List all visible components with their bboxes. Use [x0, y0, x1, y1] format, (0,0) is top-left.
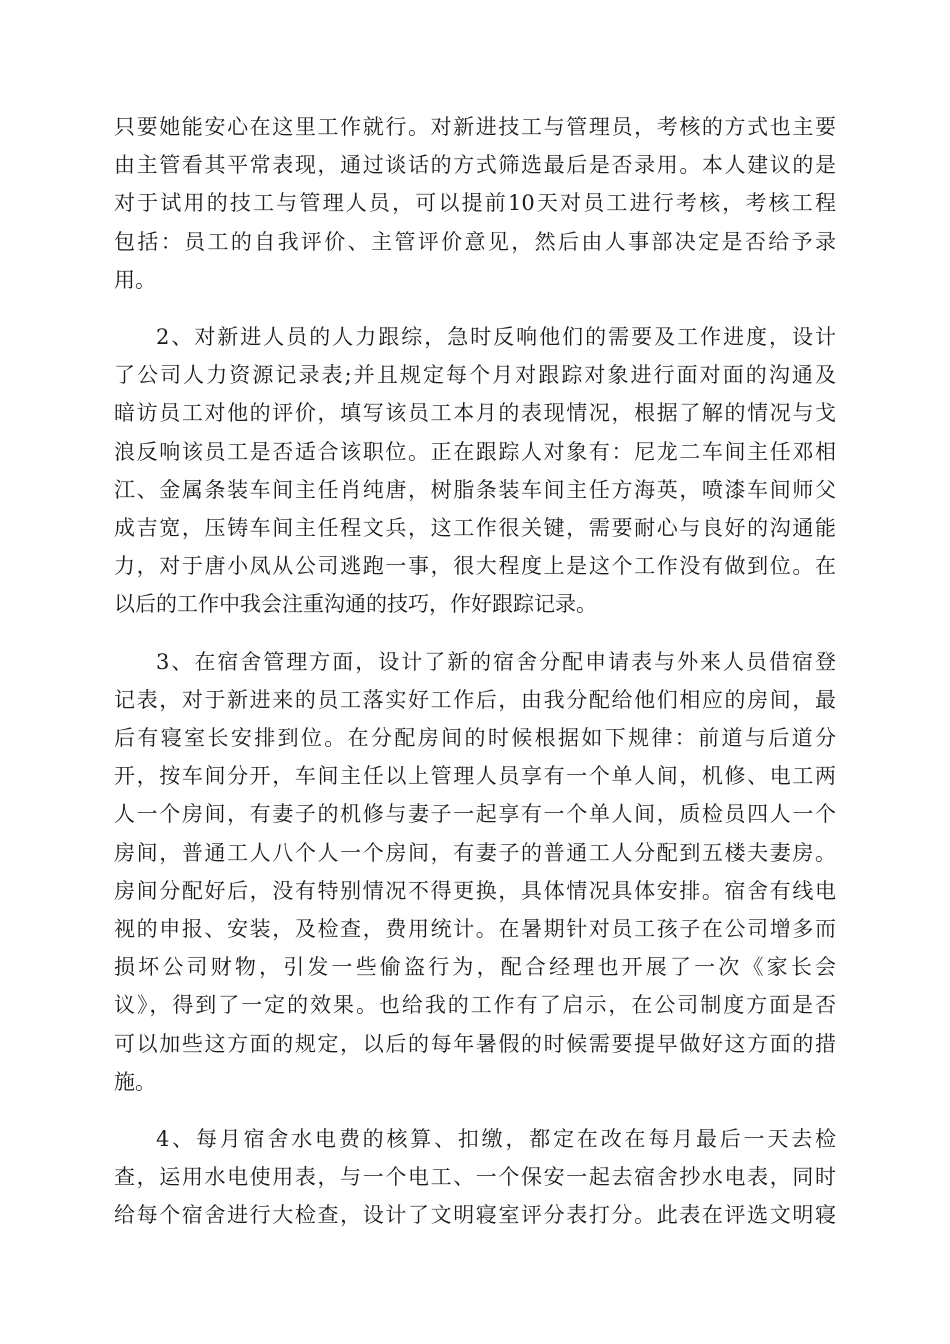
text-line: 后有寝室长安排到位。在分配房间的时候根据如下规律：前道与后道分 — [114, 726, 836, 751]
text-line: 由主管看其平常表现，通过谈话的方式筛选最后是否录用。本人建议的是 — [114, 153, 836, 178]
text-line: 浪反响该员工是否适合该职位。正在跟踪人对象有：尼龙二车间主任邓相 — [114, 439, 836, 464]
text-line: 力，对于唐小凤从公司逃跑一事，很大程度上是这个工作没有做到位。在 — [114, 554, 836, 579]
text-line: 房间，普通工人八个人一个房间，有妻子的普通工人分配到五楼夫妻房。 — [114, 840, 836, 865]
text-line: 给每个宿舍进行大检查，设计了文明寝室评分表打分。此表在评选文明寝 — [114, 1203, 836, 1228]
text-line: 查，运用水电使用表，与一个电工、一个保安一起去宿舍抄水电表，同时 — [114, 1165, 836, 1190]
text-line: 江、金属条装车间主任肖纯唐，树脂条装车间主任方海英，喷漆车间师父 — [114, 477, 836, 502]
text-line: 2、对新进人员的人力跟综，急时反响他们的需要及工作进度，设计 — [156, 325, 836, 350]
text-line: 以后的工作中我会注重沟通的技巧，作好跟踪记录。 — [114, 592, 597, 617]
text-line: 可以加些这方面的规定，以后的每年暑假的时候需要提早做好这方面的措 — [114, 1031, 836, 1056]
text-line: 用。 — [114, 267, 156, 292]
text-line: 包括：员工的自我评价、主管评价意见，然后由人事部决定是否给予录 — [114, 229, 836, 254]
text-line: 只要她能安心在这里工作就行。对新进技工与管理员，考核的方式也主要 — [114, 115, 836, 139]
text-line: 暗访员工对他的评价，填写该员工本月的表现情况，根据了解的情况与戈 — [114, 401, 836, 426]
document-page — [114, 108, 836, 1254]
text-line: 人一个房间，有妻子的机修与妻子一起享有一个单人间，质检员四人一个 — [114, 802, 836, 827]
text-line: 成吉宽，压铸车间主任程文兵，这工作很关键，需要耐心与良好的沟通能 — [114, 516, 836, 541]
text-line: 房间分配好后，没有特别情况不得更换，具体情况具体安排。宿舍有线电 — [114, 878, 836, 903]
paragraph-item-2 — [114, 318, 836, 624]
text-line: 损坏公司财物，引发一些偷盗行为，配合经理也开展了一次《家长会 — [114, 955, 836, 980]
text-line: 了公司人力资源记录表;并且规定每个月对跟踪对象进行面对面的沟通及 — [114, 363, 836, 388]
paragraph-item-3 — [114, 643, 836, 1101]
text-line: 议》，得到了一定的效果。也给我的工作有了启示，在公司制度方面是否 — [114, 993, 836, 1018]
paragraph-item-4 — [114, 1120, 836, 1235]
text-line: 3、在宿舍管理方面，设计了新的宿舍分配申请表与外来人员借宿登 — [156, 649, 836, 674]
text-line: 视的申报、安装，及检查，费用统计。在暑期针对员工孩子在公司增多而 — [114, 917, 836, 942]
text-line: 4、每月宿舍水电费的核算、扣缴，都定在改在每月最后一天去检 — [156, 1127, 836, 1152]
text-line: 记表，对于新进来的员工落实好工作后，由我分配给他们相应的房间，最 — [114, 687, 836, 712]
text-line: 开，按车间分开，车间主任以上管理人员享有一个单人间，机修、电工两 — [114, 764, 836, 789]
text-line: 施。 — [114, 1069, 156, 1094]
text-line: 对于试用的技工与管理人员，可以提前10天对员工进行考核，考核工程 — [114, 191, 836, 216]
paragraph-intro-continuation — [114, 108, 836, 299]
